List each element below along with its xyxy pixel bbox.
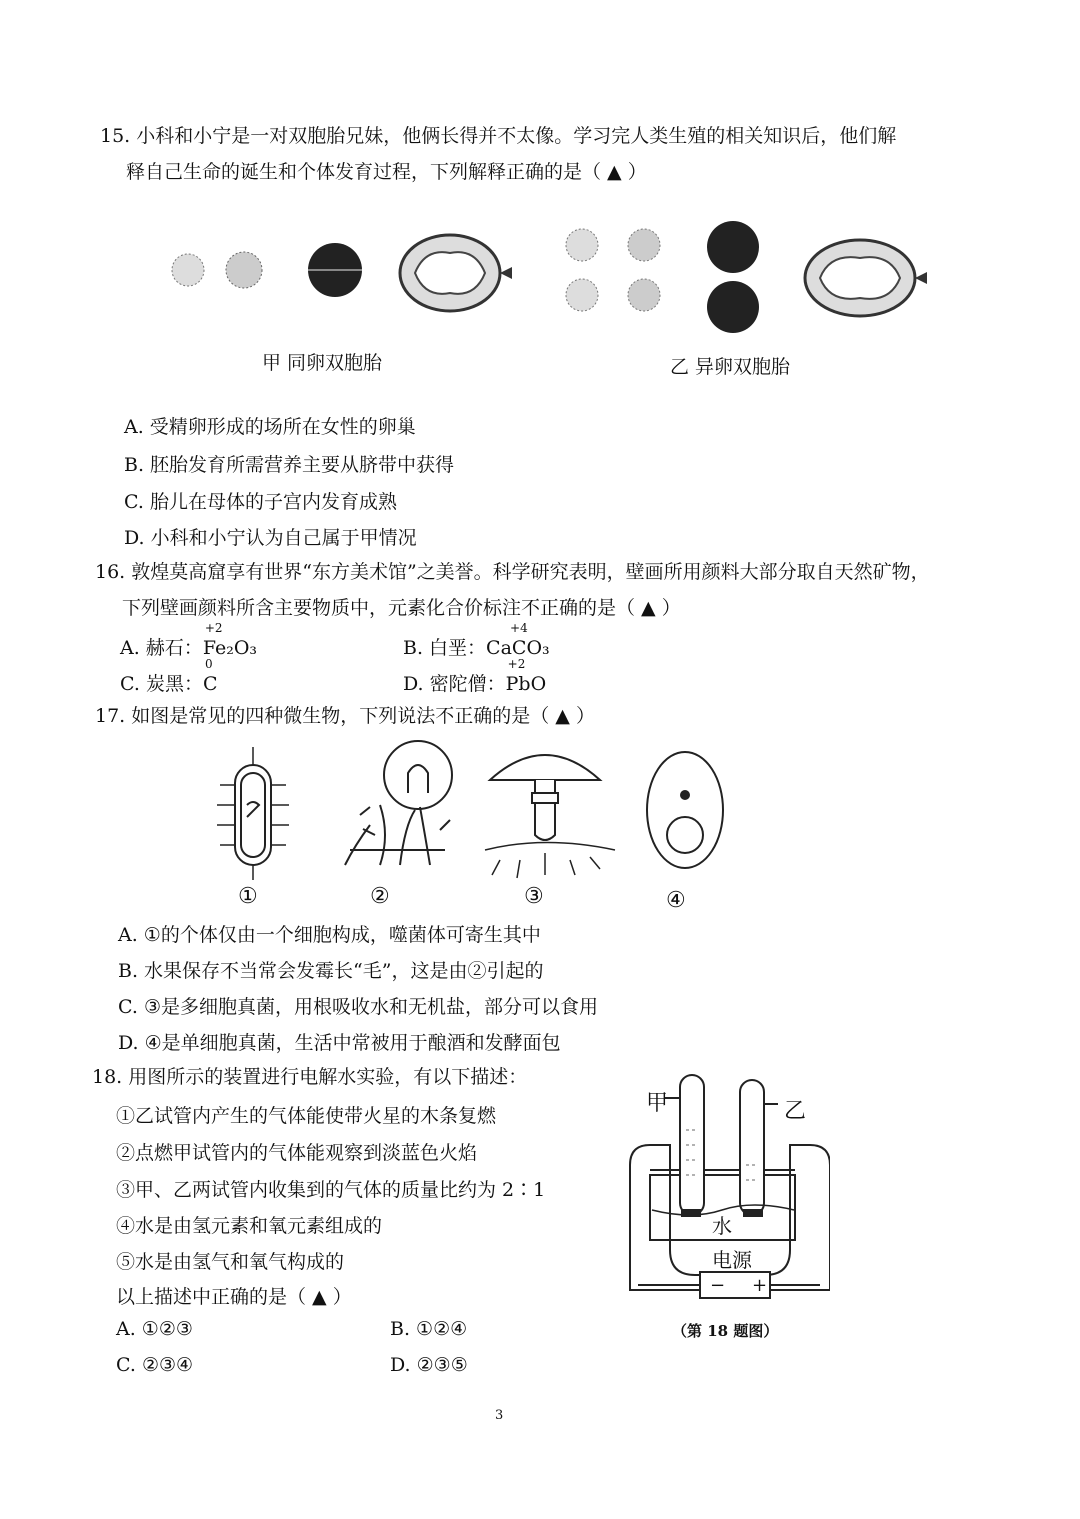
mould-drawing (345, 741, 452, 865)
q17-label-1: ① (238, 884, 258, 909)
q16-option-a (120, 621, 258, 660)
power-minus: − (710, 1275, 726, 1296)
q16-option-d-label: D. 密陀僧： (403, 673, 506, 695)
yeast-drawing (647, 752, 723, 868)
q18-option-d: D. ②③⑤ (390, 1354, 468, 1376)
tube-label-jia: 甲 (646, 1091, 669, 1116)
q18-figure-caption: （第 18 题图） (672, 1322, 779, 1340)
q16-option-c-label: C. 炭黑： (120, 673, 203, 695)
q16-option-b-label: B. 白垩： (403, 637, 487, 659)
q17-label-4: ④ (666, 888, 686, 913)
q16-option-b (403, 621, 550, 660)
q17-option-d: D. ④是单细胞真菌，生活中常被用于酿酒和发酵面包 (118, 1032, 561, 1054)
q15-stem-line1: 15. 小科和小宁是一对双胞胎兄妹，他俩长得并不太像。学习完人类生殖的相关知识后，他们解 (100, 125, 897, 147)
q16-option-a-label: A. 赫石： (120, 637, 203, 659)
q17-option-a: A. ①的个体仅由一个细胞构成，噬菌体可寄生其中 (118, 924, 541, 946)
bacterium-drawing (217, 747, 289, 880)
q15-stem-line2: 释自己生命的诞生和个体发育过程，下列解释正确的是（ ▲ ） (126, 161, 647, 183)
q16-stem-line2: 下列壁画颜料所含主要物质中，元素化合价标注不正确的是（ ▲ ） (122, 597, 681, 619)
q16-option-d-formula: PbO (505, 673, 547, 695)
q16-option-c-formula: C (202, 673, 218, 695)
q17-label-2: ② (370, 884, 390, 909)
q16-option-a-formula: Fe₂O₃ (202, 637, 258, 659)
q18-prompt: 以上描述中正确的是（ ▲ ） (116, 1286, 352, 1308)
q18-statement-4: ④水是由氢元素和氧元素组成的 (116, 1215, 383, 1237)
q16-option-d (403, 657, 547, 696)
power-label: 电源 (712, 1248, 752, 1272)
fraternal-twins-drawing (566, 221, 927, 333)
q17-option-c: C. ③是多细胞真菌，用根吸收水和无机盐，部分可以食用 (118, 996, 598, 1018)
q17-stem: 17. 如图是常见的四种微生物，下列说法不正确的是（ ▲ ） (95, 705, 595, 727)
q17-label-3: ③ (524, 884, 544, 909)
mushroom-drawing (485, 755, 615, 878)
q16-option-c-valence: 0 (204, 657, 213, 671)
q16-option-a-valence: +2 (204, 621, 223, 635)
caption-fraternal-twins: 乙 异卵双胞胎 (670, 356, 791, 378)
caption-identical-twins: 甲 同卵双胞胎 (262, 352, 383, 374)
q16-option-b-formula: CaCO₃ (486, 637, 550, 659)
q18-statement-5: ⑤水是由氢气和氧气构成的 (116, 1251, 345, 1273)
q15-option-c: C. 胎儿在母体的子宫内发育成熟 (124, 491, 397, 513)
tube-label-yi: 乙 (784, 1099, 807, 1124)
q18-statement-3: ③甲、乙两试管内收集到的气体的质量比约为 2∶1 (116, 1179, 546, 1201)
q15-option-d: D. 小科和小宁认为自己属于甲情况 (124, 527, 417, 549)
q18-statement-2: ②点燃甲试管内的气体能观察到淡蓝色火焰 (116, 1142, 478, 1164)
q17-option-b: B. 水果保存不当常会发霉长“毛”，这是由②引起的 (118, 960, 544, 982)
q16-option-b-valence: +4 (510, 621, 528, 635)
q18-statement-1: ①乙试管内产生的气体能使带火星的木条复燃 (116, 1105, 497, 1127)
q16-option-c (120, 657, 218, 696)
twins-figure (160, 215, 930, 345)
q18-stem: 18. 用图所示的装置进行电解水实验，有以下描述： (92, 1066, 528, 1088)
water-label: 水 (712, 1214, 732, 1238)
q15-option-b: B. 胚胎发育所需营养主要从脐带中获得 (124, 454, 455, 476)
page-number: 3 (495, 1408, 504, 1423)
q18-option-b: B. ①②④ (390, 1318, 468, 1340)
q18-option-a: A. ①②③ (116, 1318, 193, 1340)
q15-option-a: A. 受精卵形成的场所在女性的卵巢 (124, 416, 416, 438)
power-plus: + (752, 1275, 768, 1296)
q16-option-d-valence: +2 (507, 657, 526, 671)
q18-option-c: C. ②③④ (116, 1354, 194, 1376)
q16-stem-line1: 16. 敦煌莫高窟享有世界“东方美术馆”之美誉。科学研究表明，壁画所用颜料大部分取自天然矿物， (95, 561, 930, 583)
microorganisms-figure (200, 735, 740, 885)
identical-twins-drawing (172, 235, 512, 311)
